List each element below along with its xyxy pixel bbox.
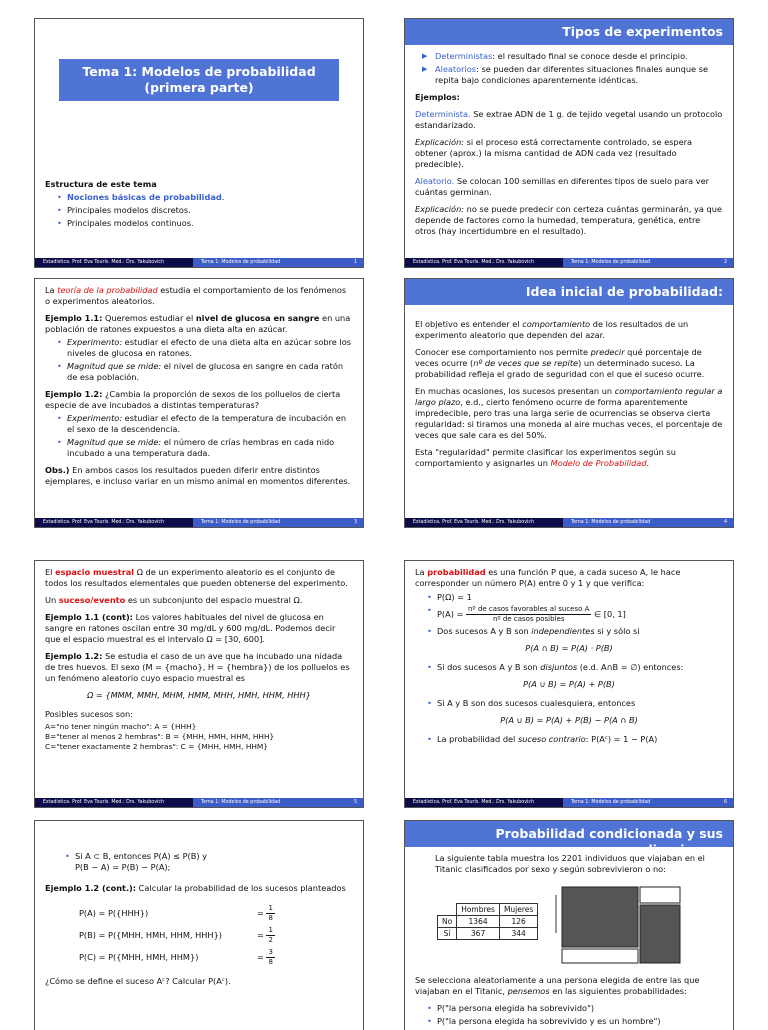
paragraph-4: Esta "regularidad" permite clasificar los experimentos según su comportamiento y asignarles un Modelo de Probabilidad. xyxy=(415,447,676,468)
sample-space-definition: El espacio muestral Ω de un experimento aleatorio es el conjunto de todos los resultados elementales que pueden obtenerse del experimento. xyxy=(45,567,348,588)
col-header-women: Mujeres xyxy=(499,904,537,916)
event-definition: Un suceso/evento es un subconjunto del espacio muestral Ω. xyxy=(45,595,303,605)
slide-7 xyxy=(34,820,364,1030)
slide-footer: Estadística. Prof. Eva Tourís. Med.: Drs. Yakubovich Tema 1: Modelos de probabilidad 1 xyxy=(35,258,363,267)
examples-heading: Ejemplos: xyxy=(415,92,460,102)
example-1-2-experiment: • Experimento: estudiar el efecto de la temperatura de incubación en el sexo de la descendencia. xyxy=(67,413,353,435)
example-1-1-cont: Ejemplo 1.1 (cont): Los valores habituales del nivel de glucosa en sangre en ratones oscilan entre 30 mg/dL y 600 mg/dL. Podemos decir que el espacio muestral es el intervalo Ω = [30, 600]. xyxy=(45,612,336,644)
example-1-2-magnitude: • Magnitud que se mide: el número de crías hembras en cada nido incubado a una temperatura dada. xyxy=(67,437,353,459)
title-line-2: (primera parte) xyxy=(144,80,254,95)
slide-footer: Estadística. Prof. Eva Tourís. Med.: Drs. Yakubovich Tema 1: Modelos de probabilidad 3 xyxy=(35,518,363,527)
slide-footer: Estadística. Prof. Eva Tourís. Med.: Drs. Yakubovich Tema 1: Modelos de probabilidad 5 xyxy=(35,798,363,807)
structure-item-3: • Principales modelos continuos. xyxy=(67,218,353,229)
paragraph-3: En muchas ocasiones, los sucesos presentan un comportamiento regular a largo plazo, e.d., cierto fenómeno ocurre de forma aparentemente impredecible, pero tras una larga serie de ocurrencias se observa cierta regularidad: si tiramos una moneda al aire muchas veces, el porcentaje de veces que sale cara es del 50%. xyxy=(415,386,723,440)
slide-footer: Estadística. Prof. Eva Tourís. Med.: Drs. Yakubovich Tema 1: Modelos de probabilidad 6 xyxy=(405,798,733,807)
example-1-2-cont: Ejemplo 1.2 (cont.): Calcular la probabilidad de los sucesos planteados xyxy=(45,883,346,893)
structure-item-1[interactable]: • Nociones básicas de probabilidad. xyxy=(67,192,353,203)
example-deterministic: Determinista. Se extrae ADN de 1 g. de tejido vegetal usando un protocolo estandarizado. xyxy=(415,109,723,130)
complement-question: ¿Cómo se define el suceso Aᶜ? Calcular P(Aᶜ). xyxy=(45,976,231,986)
general-union: • Si A y B son dos sucesos cualesquiera, entonces xyxy=(437,698,723,709)
slide-header: Probabilidad condicionada y sus aplicaciones: xyxy=(405,821,733,847)
laplace-rule: • P(A) = $\frac{\text{nº de casos favorables al suceso A}}{\text{nº de casos posibles}}$ ∈ [0, 1] xyxy=(437,605,723,624)
col-header-men: Hombres xyxy=(457,904,500,916)
titanic-table xyxy=(437,903,538,940)
slide-1 xyxy=(34,18,364,268)
slide-footer: Estadística. Prof. Eva Tourís. Med.: Drs. Yakubovich Tema 1: Modelos de probabilidad 2 xyxy=(405,258,733,267)
table-row: No 1364 126 xyxy=(438,916,538,928)
example-1-1-magnitude: • Magnitud que se mide: el nivel de glucosa en sangre en cada ratón de esa población. xyxy=(67,361,353,383)
example-1-2: Ejemplo 1.2: Se estudia el caso de un ave que ha incubado una nidada de tres huevos. El sexo (M = {macho}, H = {hembra}) de los polluelos es un fenómeno aleatorio cuyo espacio muestral es xyxy=(45,651,350,683)
slide-footer: Estadística. Prof. Eva Tourís. Med.: Drs. Yakubovich Tema 1: Modelos de probabilidad 4 xyxy=(405,518,733,527)
independence-equation: P(A ∩ B) = P(A) · P(B) xyxy=(525,643,613,653)
mosaic-plot xyxy=(552,881,692,969)
title-line-1: Tema 1: Modelos de probabilidad xyxy=(82,64,316,79)
table-row: Sí 367 344 xyxy=(438,928,538,940)
slide-6 xyxy=(404,560,734,808)
row-header-si: Sí xyxy=(438,928,457,940)
disjoint-events: • Si dos sucesos A y B son disjuntos (e.d. A∩B = ∅) entonces: xyxy=(437,662,723,673)
prob-a-line: P(A) = P({HHH}) = $\frac{1}{8}$ xyxy=(79,903,273,922)
question-survived-man: • P("la persona elegida ha sobrevivido y es un hombre") xyxy=(437,1016,723,1027)
disjoint-equation: P(A ∪ B) = P(A) + P(B) xyxy=(523,679,615,689)
prob-b-line: P(B) = P({MHH, HMH, HHM, HHH}) = $\frac{1}{2}$ xyxy=(79,925,273,944)
example-random: Aleatorio. Se colocan 100 semillas en diferentes tipos de suelo para ver cuántas germinan. xyxy=(415,176,710,197)
slide-title-box xyxy=(59,59,339,101)
slide-3 xyxy=(34,278,364,528)
subset-property: • Si A ⊂ B, entonces P(A) ≤ P(B) y P(B − A) = P(B) − P(A); xyxy=(75,851,353,873)
slide-8 xyxy=(404,820,734,1030)
intro-paragraph: La teoría de la probabilidad estudia el comportamiento de los fenómenos o experimentos aleatorios. xyxy=(45,285,347,306)
type-deterministic: ▶ Deterministas: el resultado final se conoce desde el principio. xyxy=(435,51,723,62)
selection-paragraph: Se selecciona aleatoriamente a una persona elegida de entre las que viajaban en el Titanic, pensemos en las siguientes probabilidades: xyxy=(415,975,700,996)
structure-item-2: • Principales modelos discretos. xyxy=(67,205,353,216)
page-number: 6 xyxy=(723,800,727,805)
omega-equation: Ω = {MMM, MMH, MHM, HMM, MHH, HMH, HHM, HHH} xyxy=(87,690,311,700)
event-c: C="tener exactamente 2 hembras": C = {MHH, HMH, HHM} xyxy=(45,742,269,751)
example-1-2: Ejemplo 1.2: ¿Cambia la proporción de sexos de los polluelos de cierta especie de ave incubados a distintas temperaturas? xyxy=(45,389,341,410)
slide-header: Tipos de experimentos xyxy=(405,19,733,45)
probability-definition: La probabilidad es una función P que, a cada suceso A, le hace corresponder un número P(A) entre 0 y 1 y que verifica: xyxy=(415,567,681,588)
slide-5 xyxy=(34,560,364,808)
paragraph-2: Conocer ese comportamiento nos permite predecir qué porcentaje de veces ocurre (nº de veces que se repite) un determinado suceso. La probabilidad refleja el grado de seguridad con el que el suceso ocurre. xyxy=(415,347,705,379)
page-number: 2 xyxy=(723,260,727,265)
slide-header: Idea inicial de probabilidad: xyxy=(405,279,733,305)
independence: • Dos sucesos A y B son independientes si y sólo si xyxy=(437,626,723,637)
structure-heading: Estructura de este tema xyxy=(45,179,157,189)
example-1-1-experiment: • Experimento: estudiar el efecto de una dieta alta en azúcar sobre los niveles de glucosa en ratones. xyxy=(67,337,353,359)
slide-4 xyxy=(404,278,734,528)
prob-c-line: P(C) = P({MHH, HMH, HHM}) = $\frac{3}{8}$ xyxy=(79,947,273,966)
observation: Obs.) En ambos casos los resultados pueden diferir entre distintos ejemplares, e incluso variar en un mismo animal en momentos diferentes. xyxy=(45,465,351,486)
paragraph-1: El objetivo es entender el comportamiento de los resultados de un experimento aleatorio que dependen del azar. xyxy=(415,319,689,340)
row-header-no: No xyxy=(438,916,457,928)
axiom-omega: • P(Ω) = 1 xyxy=(437,592,723,603)
explanation-1: Explicación: si el proceso está correctamente controlado, se espera obtener (aprox.) la misma cantidad de ADN cada vez (resultado predecible). xyxy=(415,137,693,169)
event-b: B="tener al menos 2 hembras": B = {MHH, HMH, HHM, HHH} xyxy=(45,732,275,741)
titanic-intro: La siguiente tabla muestra los 2201 individuos que viajaban en el Titanic clasificados por sexo y según sobrevivieron o no: xyxy=(435,853,705,874)
complement-rule: • La probabilidad del suceso contrario: P(Aᶜ) = 1 − P(A) xyxy=(437,734,723,745)
event-a: A="no tener ningún macho": A = {HHH} xyxy=(45,722,197,731)
slide-2 xyxy=(404,18,734,268)
union-equation: P(A ∪ B) = P(A) + P(B) − P(A ∩ B) xyxy=(500,715,638,725)
type-random: ▶ Aleatorios: se pueden dar diferentes situaciones finales aunque se repita bajo condiciones aparentemente idénticas. xyxy=(435,64,723,86)
page-number: 1 xyxy=(353,260,357,265)
possible-events-heading: Posibles sucesos son: xyxy=(45,709,133,719)
page-number: 5 xyxy=(353,800,357,805)
explanation-2: Explicación: no se puede predecir con certeza cuántas germinarán, ya que depende de factores como la humedad, temperatura, genética, entre otros (hay incertidumbre en el resultado). xyxy=(415,204,722,236)
question-survived: • P("la persona elegida ha sobrevivido") xyxy=(437,1003,723,1014)
page-number: 4 xyxy=(723,520,727,525)
example-1-1: Ejemplo 1.1: Queremos estudiar el nivel de glucosa en sangre en una población de ratones expuestos a una dieta alta en azúcar. xyxy=(45,313,351,334)
page-number: 3 xyxy=(353,520,357,525)
